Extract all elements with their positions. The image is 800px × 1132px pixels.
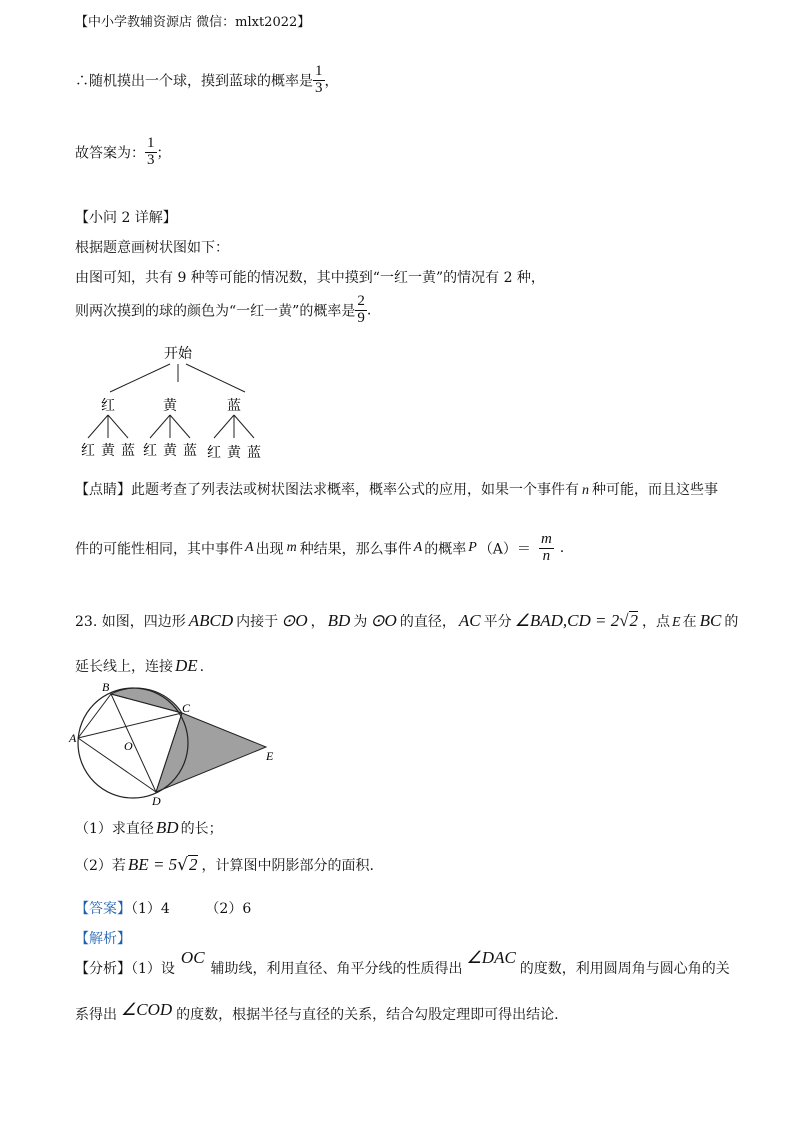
analysis-line-2 [75, 1000, 559, 1024]
answer-text: 故答案为： [75, 145, 145, 162]
analysis-tag: 【解析】 [75, 931, 131, 947]
var-P: P [468, 540, 477, 556]
text: 的度数，根据半径与直径的关系，结合勾股定理即可得出结论. [176, 1007, 559, 1023]
tree-diagram [70, 340, 280, 465]
tree-root: 开始 [164, 346, 192, 362]
probability-line [75, 64, 339, 97]
tree-l2: 红 [81, 443, 95, 459]
label-C: C [182, 701, 191, 715]
answer-text: （1）4 （2）6 [131, 901, 252, 917]
answer-tag: 【答案】 [75, 901, 131, 917]
text: （1）求直径 [75, 821, 154, 837]
fraction-numerator: m [540, 531, 552, 547]
question-23-line-2 [75, 656, 204, 676]
answer [75, 898, 251, 918]
math: E [672, 615, 681, 630]
fraction-numerator: 1 [315, 63, 323, 79]
sub-question-2: （2）若 BE = 5√2 ，计算图中阴影部分的面积. [75, 855, 374, 875]
section-heading: 【小问 2 详解】 [75, 210, 177, 226]
var-m: m [286, 540, 297, 556]
fraction-denominator: 3 [315, 79, 323, 96]
text: 件的可能性相同，其中事件 [75, 541, 243, 558]
text: . [199, 659, 205, 675]
tree-l2: 蓝 [183, 443, 197, 459]
fraction-numerator: 1 [147, 135, 155, 151]
fraction [539, 532, 554, 565]
label-O: O [124, 739, 133, 753]
math-radicand: 2 [629, 611, 639, 630]
punct: ； [156, 145, 171, 162]
text: （2）若 [75, 858, 126, 874]
text: 种结果，那么事件 [299, 541, 412, 558]
text: 系得出 [75, 1007, 117, 1023]
math: ⊙O [370, 611, 397, 630]
text: 内接于 [236, 614, 279, 630]
math: BE = 5 [127, 855, 178, 874]
var-A: A [245, 540, 254, 556]
question-23-line-1: 23. 如图，四边形 ABCD 内接于 ⊙O ， BD 为 ⊙O 的直径， AC 平分 ∠BAD,CD = 2√2 ，点 E 在 BC 的 [75, 611, 739, 630]
text: 【点睛】此题考查了列表法或树状图法求概率，概率公式的应用，如果一个事件有 [75, 482, 579, 498]
text: 平分 [483, 614, 512, 630]
text: 的度数，利用圆周角与圆心角的关 [519, 961, 730, 977]
sub-question-1 [75, 818, 223, 838]
fraction [355, 294, 367, 327]
text: 则两次摸到的球的颜色为“一红一黄”的概率是 [75, 303, 356, 320]
shaded-segment [111, 688, 182, 713]
tree-l1-blue: 蓝 [227, 398, 241, 414]
tree-l2: 蓝 [247, 445, 261, 461]
text-line [75, 294, 371, 327]
fraction-denominator: 3 [147, 151, 155, 168]
tree-l1-yellow: 黄 [163, 398, 177, 414]
math: AC [458, 611, 481, 630]
shaded-triangle [156, 713, 266, 792]
answer-line [75, 136, 171, 169]
text: 23. 如图，四边形 [75, 614, 186, 630]
text: 为 [353, 614, 368, 630]
tree-l2: 红 [207, 445, 221, 461]
tree-l2: 红 [143, 443, 157, 459]
text-line: 由图可知，共有 9 种等可能的情况数，其中摸到“一红一黄”的情况有 2 种， [75, 270, 545, 286]
text: ，点 [642, 614, 671, 630]
tree-l1-red: 红 [101, 398, 115, 414]
comment-line-1 [75, 479, 718, 499]
text: 在 [682, 614, 697, 630]
punct: . [559, 540, 565, 557]
page-header: 【中小学教辅资源店 微信：mlxt2022】 [75, 15, 311, 30]
math: OC [180, 948, 205, 967]
math: ABCD [188, 611, 234, 630]
math: BD [327, 611, 351, 630]
label-E: E [266, 749, 274, 763]
tree-l2: 蓝 [121, 443, 135, 459]
var-A: A [413, 540, 423, 556]
text: 的概率 [424, 541, 467, 558]
text: 种可能，而且这些事 [592, 482, 718, 498]
fraction [313, 64, 325, 97]
text: ， [310, 614, 325, 630]
label-A: A [69, 731, 77, 745]
tree-l2: 黄 [163, 443, 177, 459]
text: 【分析】（1）设 [75, 961, 175, 977]
math: ⊙O [281, 611, 308, 630]
var-n: n [582, 483, 589, 498]
text: （A）＝ [478, 541, 531, 558]
math: ∠DAC [466, 948, 516, 967]
comment-line-2 [75, 532, 564, 565]
fraction [145, 136, 157, 169]
math: ∠BAD,CD = 2 [514, 611, 620, 630]
math: BD [155, 818, 179, 837]
math: BC [699, 611, 722, 630]
analysis-line-1 [75, 948, 730, 978]
label-B: B [102, 680, 110, 694]
text: ，计算图中阴影部分的面积. [201, 858, 374, 874]
probability-text: ∴随机摸出一个球，摸到蓝球的概率是 [75, 73, 313, 90]
math: DE [175, 656, 198, 675]
math: ∠COD [121, 1000, 173, 1019]
tree-l2: 黄 [101, 443, 115, 459]
geometry-figure [66, 680, 286, 810]
punct: . [366, 302, 372, 319]
text: 的长； [180, 821, 223, 837]
text: 的 [724, 614, 739, 630]
text: 的直径， [399, 614, 456, 630]
label-D: D [152, 794, 161, 808]
fraction-numerator: 2 [357, 293, 365, 309]
text-line: 根据题意画树状图如下： [75, 240, 229, 256]
text: 辅助线，利用直径、角平分线的性质得出 [210, 961, 463, 977]
tree-l2: 黄 [227, 445, 241, 461]
text: 延长线上，连接 [75, 659, 173, 675]
math-radicand: 2 [189, 855, 198, 874]
fraction-denominator: n [539, 548, 554, 565]
punct: ， [324, 73, 339, 90]
text: 出现 [255, 541, 284, 558]
fraction-denominator: 9 [357, 309, 365, 326]
